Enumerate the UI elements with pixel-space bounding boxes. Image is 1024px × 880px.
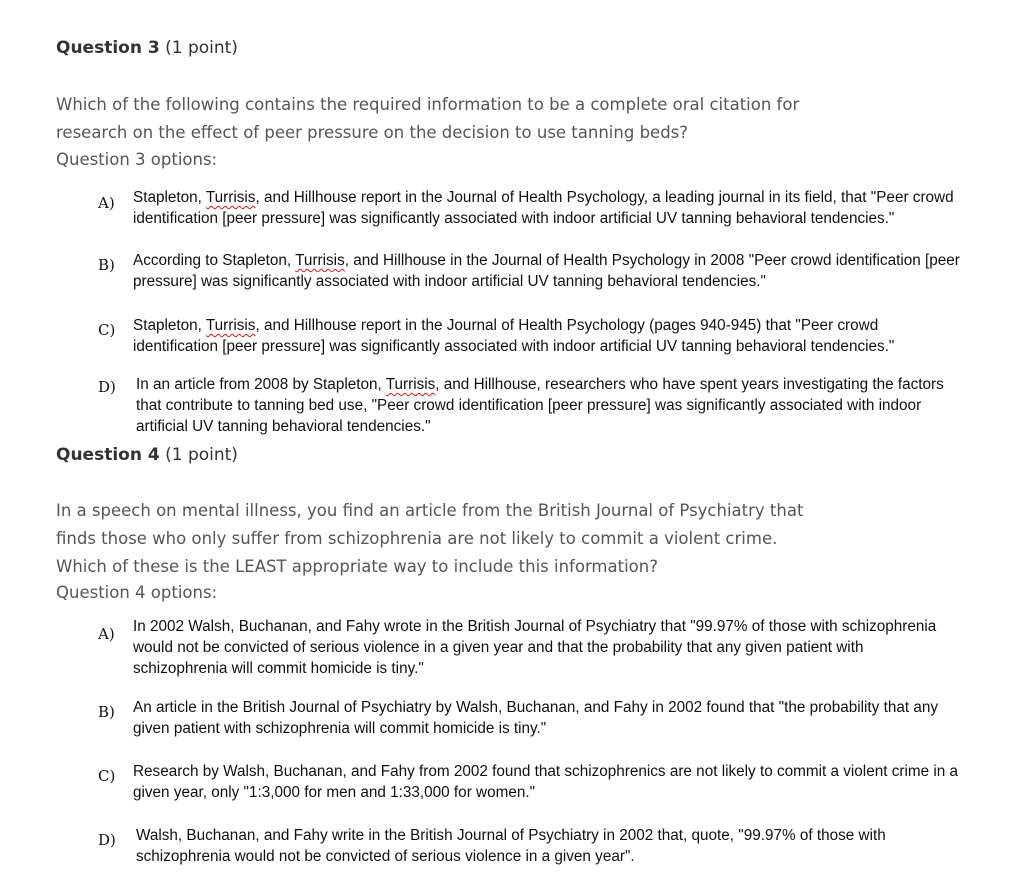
question-3-options-label: Question 3 options: bbox=[56, 150, 218, 169]
option-text bbox=[133, 250, 1024, 292]
question-4-prompt-line: In a speech on mental illness, you find an article from the British Journal of Psychiatry that bbox=[56, 501, 804, 520]
spellcheck-underline: Turrisis bbox=[385, 376, 436, 393]
option-text-line: schizophrenia will commit homicide is tiny." bbox=[133, 660, 424, 677]
option-text bbox=[133, 616, 1024, 679]
option-text-line: Walsh, Buchanan, and Fahy write in the British Journal of Psychiatry in 2002 that, quote, "99.97% of those with bbox=[136, 827, 886, 844]
option-text-line: identification [peer pressure] was significantly associated with indoor artificial UV tanning behavioral tendencies." bbox=[133, 338, 895, 355]
option-text-line: identification [peer pressure] was significantly associated with indoor artificial UV tanning behavioral tendencies." bbox=[133, 210, 895, 227]
question-4-title: Question 4 bbox=[56, 445, 160, 465]
option-text-line: would not be convicted of serious violence in a given year and that the probability that any given patient with bbox=[133, 639, 864, 656]
option-letter: C) bbox=[98, 321, 116, 339]
option-letter: A) bbox=[98, 625, 115, 643]
question-3-points: (1 point) bbox=[165, 38, 238, 58]
option-text-line: schizophrenia would not be convicted of serious violence in a given year". bbox=[136, 848, 635, 865]
question-4-prompt bbox=[56, 497, 803, 581]
question-4-prompt-line: Which of these is the LEAST appropriate way to include this information? bbox=[56, 557, 658, 576]
option-text-line: artificial UV tanning behavioral tendencies." bbox=[136, 418, 431, 435]
question-4-prompt-line: finds those who only suffer from schizophrenia are not likely to commit a violent crime. bbox=[56, 529, 778, 548]
option-text-line: that contribute to tanning bed use, "Peer crowd identification [peer pressure] was significantly associated with indoor bbox=[136, 397, 922, 414]
option-letter: B) bbox=[98, 256, 115, 274]
option-text-line: pressure] was significantly associated with indoor artificial UV tanning behavioral tendencies." bbox=[133, 273, 766, 290]
question-3-title: Question 3 bbox=[56, 38, 160, 58]
option-text bbox=[133, 315, 1024, 357]
option-letter: D) bbox=[98, 378, 116, 396]
option-letter: A) bbox=[98, 194, 115, 212]
option-text-line: In an article from 2008 by Stapleton, Turrisis, and Hillhouse, researchers who have spent years investigating the factors bbox=[136, 376, 944, 393]
option-text-line: Research by Walsh, Buchanan, and Fahy from 2002 found that schizophrenics are not likely to commit a violent crime in a bbox=[133, 763, 959, 780]
spellcheck-underline: Turrisis bbox=[205, 317, 256, 334]
option-letter: C) bbox=[98, 767, 116, 785]
question-3-prompt-line: research on the effect of peer pressure on the decision to use tanning beds? bbox=[56, 123, 689, 142]
option-text-line: given patient with schizophrenia will commit homicide is tiny." bbox=[133, 720, 547, 737]
question-3-prompt bbox=[56, 91, 799, 147]
question-3-header bbox=[56, 38, 238, 58]
option-letter: B) bbox=[98, 703, 115, 721]
option-text-line: Stapleton, Turrisis, and Hillhouse report in the Journal of Health Psychology (pages 940-945) that "Peer crowd bbox=[133, 317, 879, 334]
option-text bbox=[133, 761, 1024, 803]
option-text bbox=[136, 374, 1024, 437]
question-4-points: (1 point) bbox=[165, 445, 238, 465]
question-4-options-label: Question 4 options: bbox=[56, 583, 218, 602]
spellcheck-underline: Turrisis bbox=[205, 189, 256, 206]
option-letter: D) bbox=[98, 831, 116, 849]
option-text-line: According to Stapleton, Turrisis, and Hillhouse in the Journal of Health Psychology in 2008 "Peer crowd identification [peer bbox=[133, 252, 960, 269]
question-3-prompt-line: Which of the following contains the required information to be a complete oral citation for bbox=[56, 95, 800, 114]
option-text-line: given year, only "1:3,000 for men and 1:33,000 for women." bbox=[133, 784, 536, 801]
option-text-line: An article in the British Journal of Psychiatry by Walsh, Buchanan, and Fahy in 2002 found that "the probability that any bbox=[133, 699, 939, 716]
question-4-header bbox=[56, 445, 238, 465]
spellcheck-underline: Turrisis bbox=[295, 252, 345, 269]
option-text-line: In 2002 Walsh, Buchanan, and Fahy wrote in the British Journal of Psychiatry that "99.97% of those with schizophrenia bbox=[133, 618, 937, 635]
option-text-line: Stapleton, Turrisis, and Hillhouse report in the Journal of Health Psychology, a leading journal in its field, that "Peer crowd bbox=[133, 189, 954, 206]
option-text bbox=[133, 697, 1024, 739]
option-text bbox=[133, 187, 1024, 229]
option-text bbox=[136, 825, 1024, 867]
